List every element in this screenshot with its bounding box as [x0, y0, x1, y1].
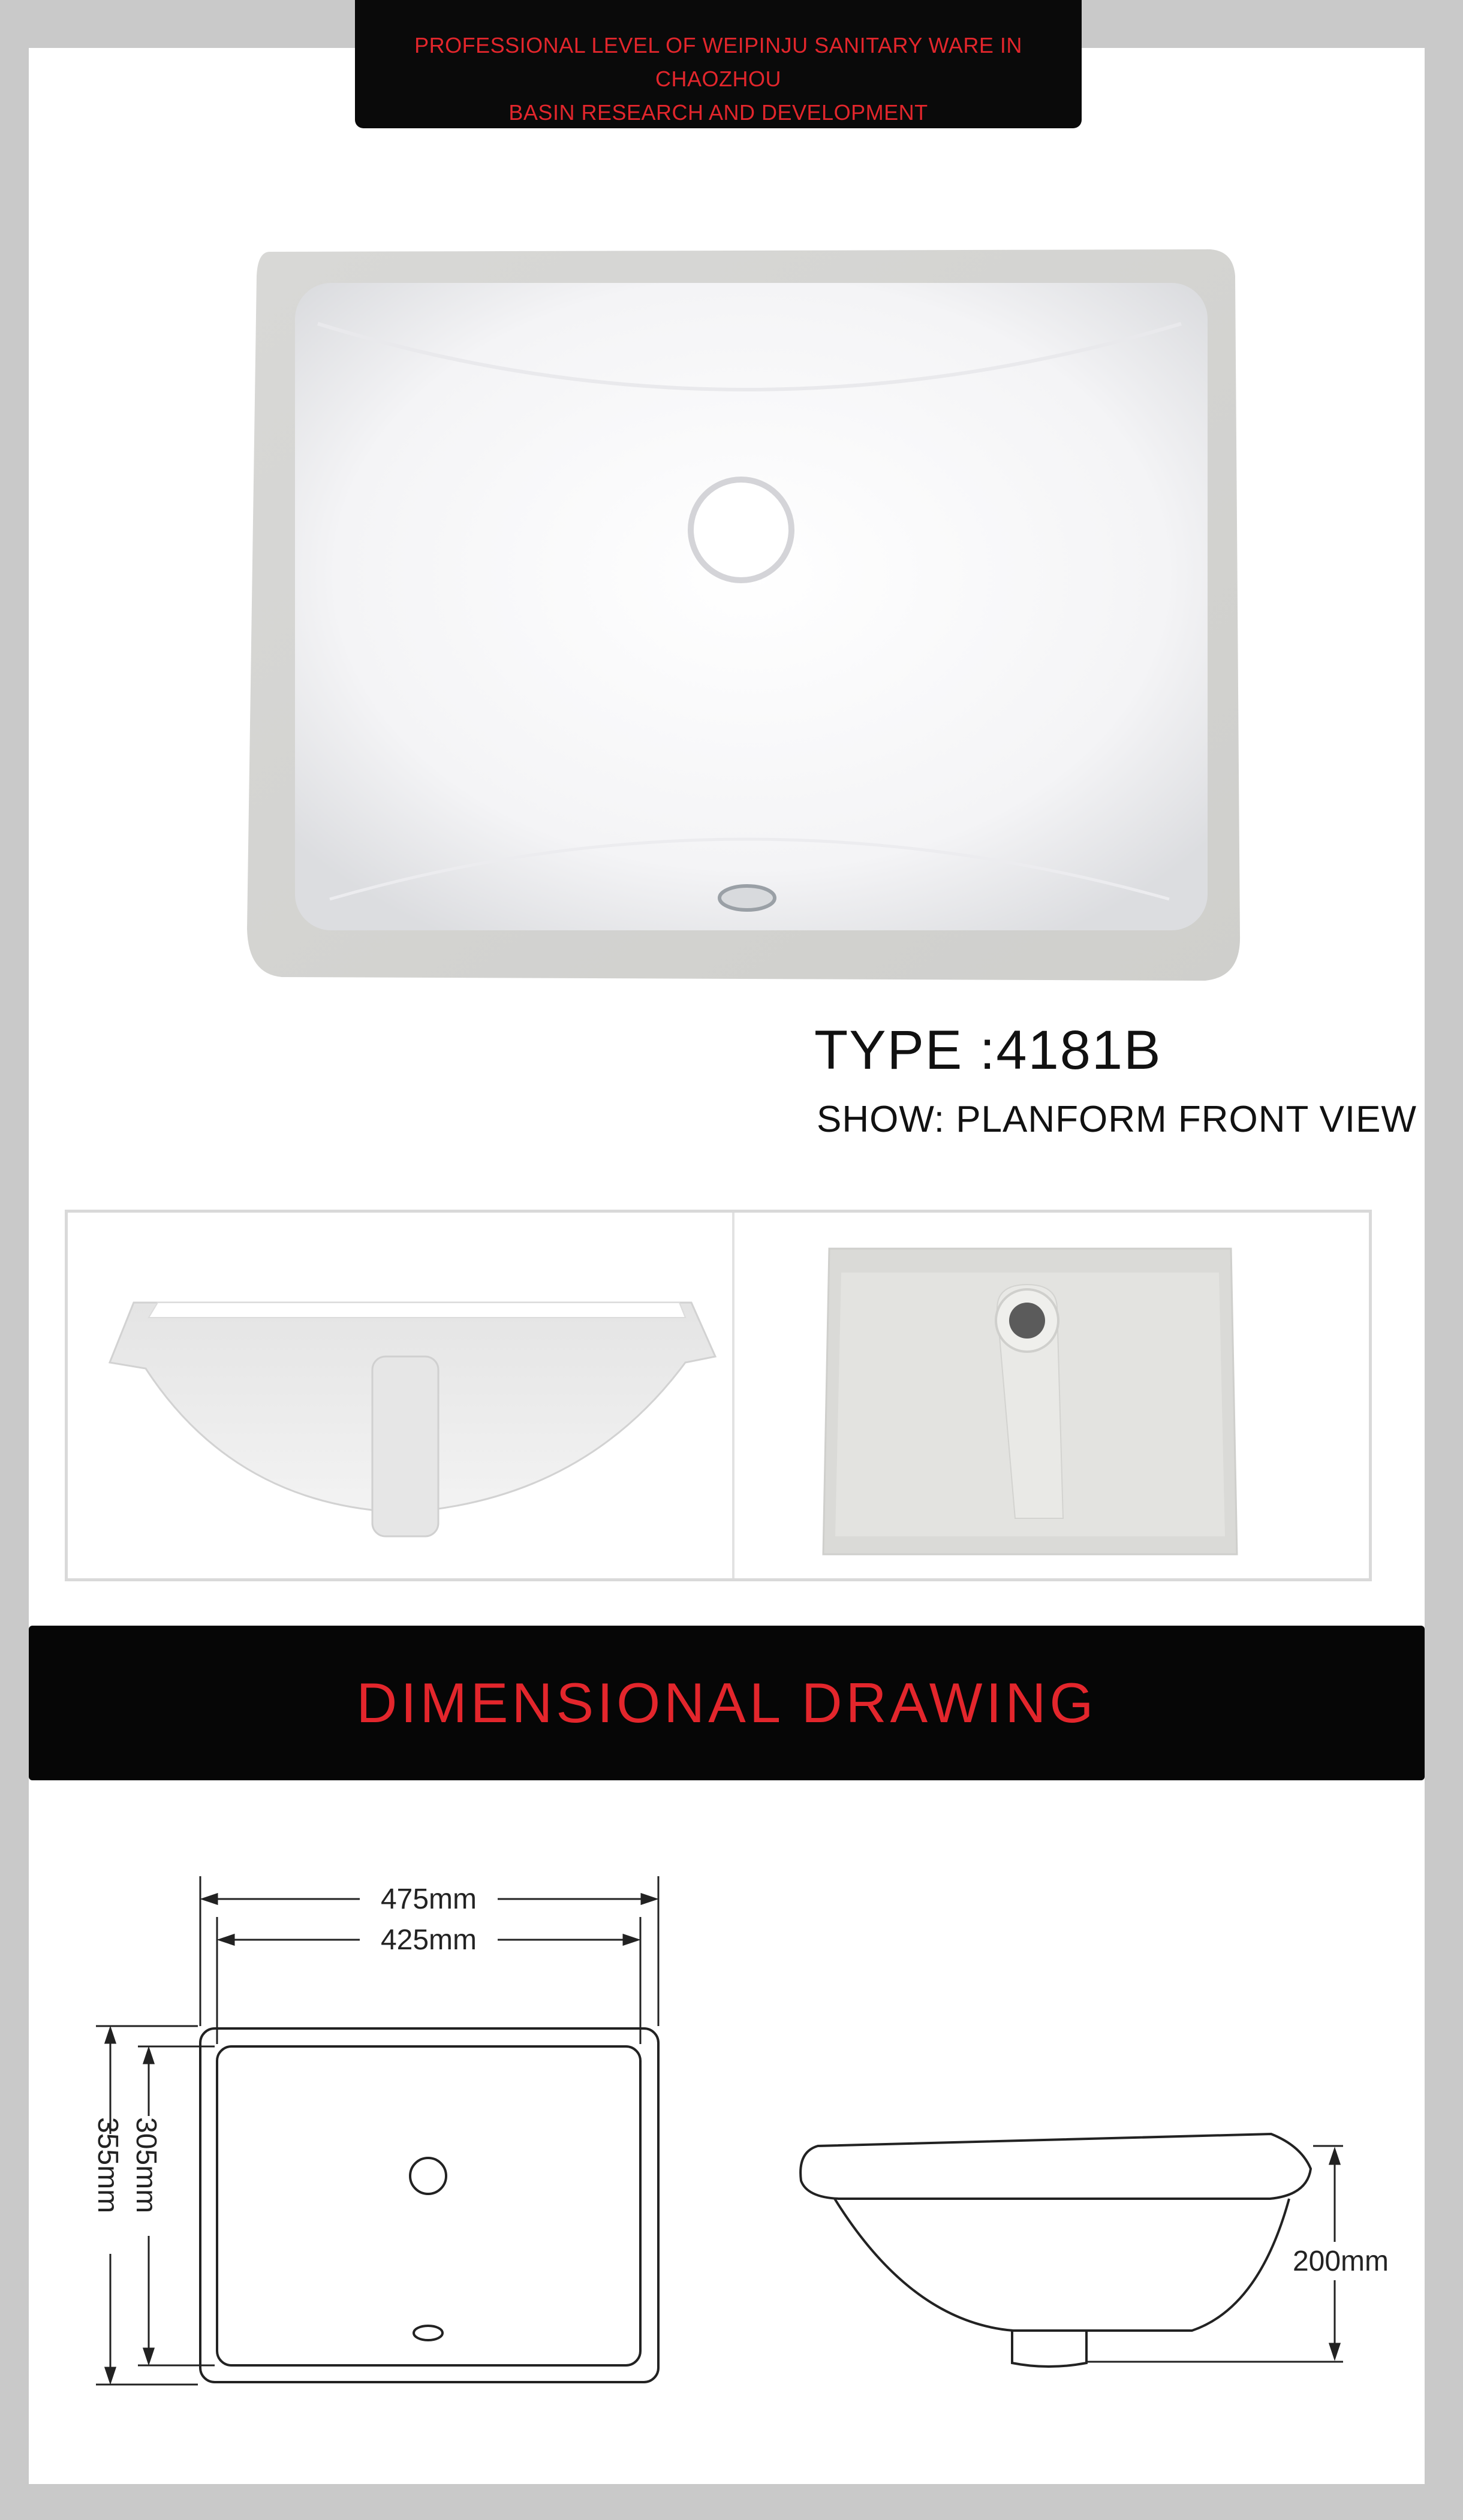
- top-view-overflow: [414, 2326, 442, 2340]
- top-view-drain: [410, 2158, 446, 2194]
- sink-side-photo: [92, 1249, 727, 1560]
- header-line-1: PROFESSIONAL LEVEL OF WEIPINJU SANITARY WARE IN CHAOZHOU: [414, 33, 1022, 91]
- header-line-2: BASIN RESEARCH AND DEVELOPMENT: [508, 100, 928, 125]
- section-title: DIMENSIONAL DRAWING: [356, 1671, 1097, 1734]
- views-divider: [732, 1213, 734, 1578]
- dim-outer-width: 475mm: [380, 1883, 477, 1915]
- top-view-inner: [217, 2046, 640, 2365]
- dim-inner-depth: 305mm: [130, 2117, 162, 2214]
- header-banner: [355, 0, 1082, 128]
- side-view-outline: [800, 2134, 1311, 2199]
- dim-inner-width: 425mm: [380, 1924, 477, 1956]
- sink-planform-photo: [246, 240, 1245, 983]
- section-title-bar: [29, 1626, 1425, 1780]
- dim-height: 200mm: [1292, 2245, 1389, 2277]
- sink-bottom-photo: [817, 1237, 1333, 1560]
- views-panel: [65, 1210, 1372, 1581]
- dim-outer-depth: 355mm: [92, 2117, 124, 2214]
- sink-bowl: [295, 283, 1208, 930]
- drain-hole: [691, 480, 791, 580]
- dimensional-drawing: [0, 1828, 1463, 2488]
- side-view-drain: [1012, 2331, 1086, 2367]
- overflow-hole: [720, 886, 775, 910]
- top-view-outer: [200, 2028, 658, 2382]
- view-caption: SHOW: PLANFORM FRONT VIEW: [817, 1099, 1417, 1140]
- product-type: TYPE :4181B: [814, 1020, 1162, 1081]
